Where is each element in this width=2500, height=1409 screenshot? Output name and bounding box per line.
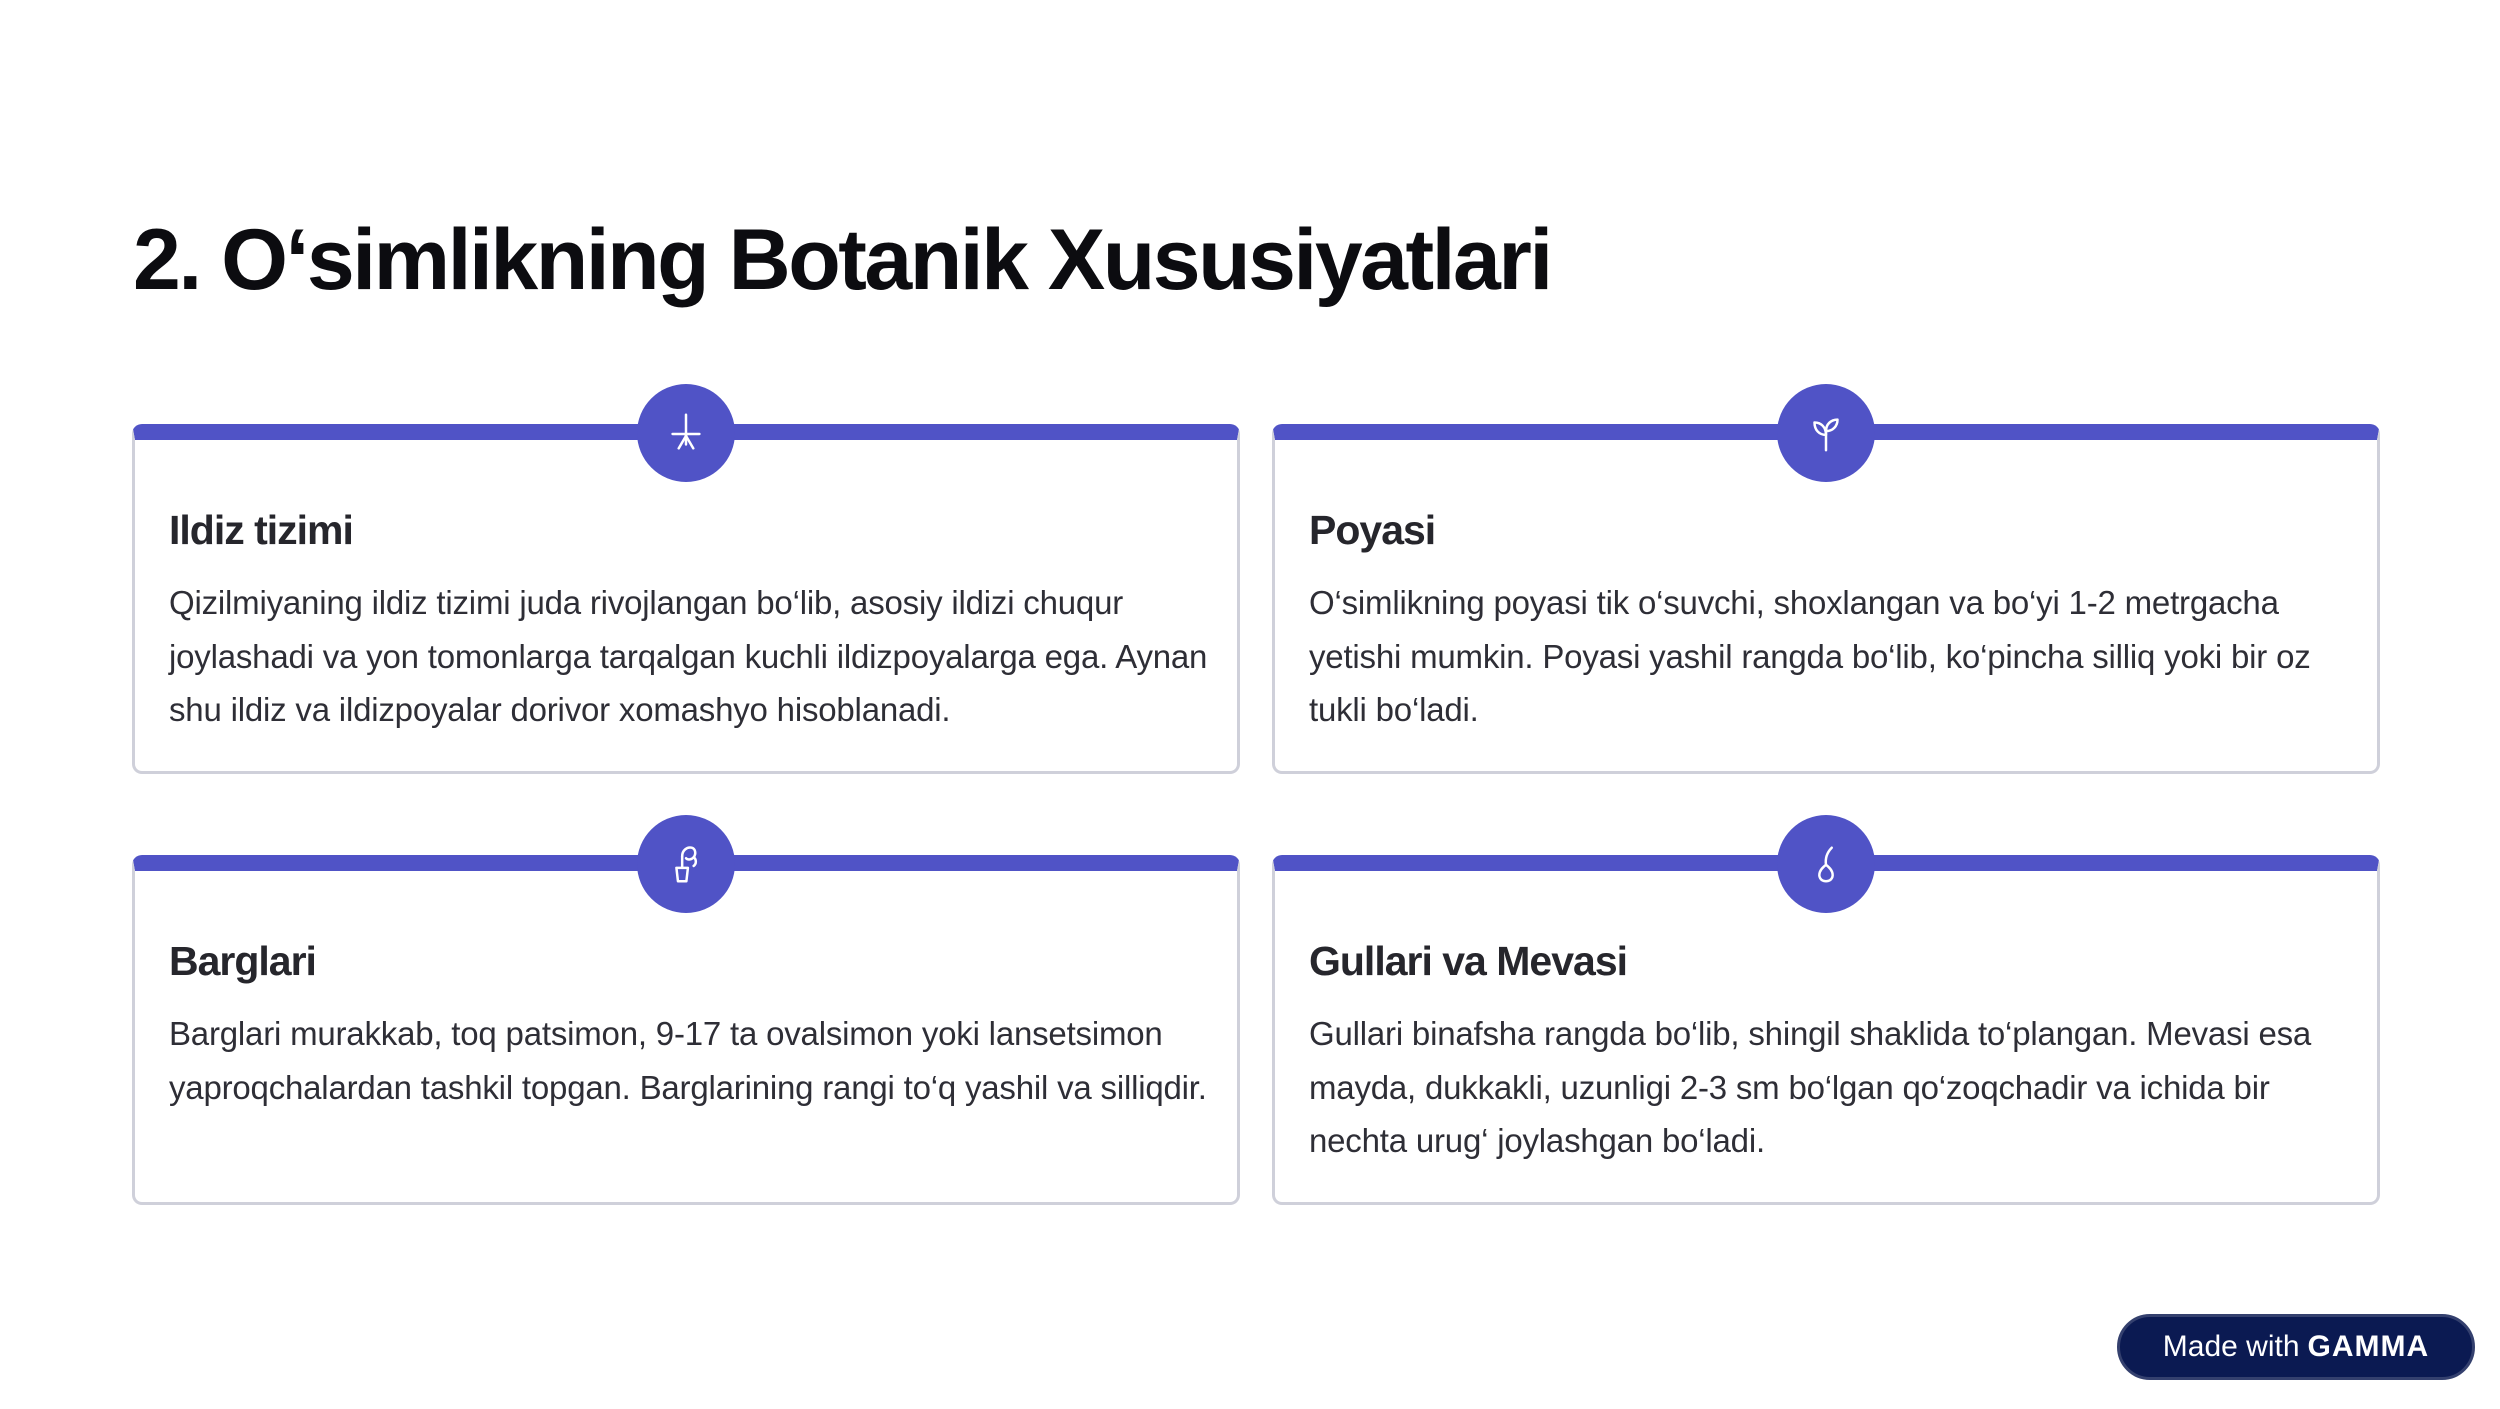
card-leaves — [132, 855, 1240, 1205]
card-icon-badge — [637, 384, 735, 482]
card-title: Gullari va Mevasi — [1309, 938, 1628, 984]
card-description: O‘simlikning poyasi tik o‘suvchi, shoxlangan va bo‘yi 1-2 metrgacha yetishi mumkin. Poyasi yashil rangda bo‘lib, ko‘pincha silliq yoki bir oz tukli bo‘ladi. — [1309, 584, 2311, 728]
card-title: Barglari — [169, 938, 316, 984]
card-flowers-fruit — [1272, 855, 2380, 1205]
card-icon-badge — [637, 815, 735, 913]
card-stem — [1272, 424, 2380, 774]
seed-icon — [1803, 841, 1849, 887]
made-with-gamma-badge[interactable] — [2117, 1314, 2475, 1380]
card-title: Ildiz tizimi — [169, 507, 353, 553]
card-description: Gullari binafsha rangda bo‘lib, shingil shaklida to‘plangan. Mevasi esa mayda, dukkakli, uzunligi 2-3 sm bo‘lgan qo‘zoqchadir va ichida bir nechta urug‘ joylashgan bo‘ladi. — [1309, 1015, 2312, 1159]
made-with-label: Made with — [2162, 1330, 2300, 1363]
page-title: 2. O‘simlikning Botanik Xususiyatlari — [133, 212, 1551, 308]
sprout-icon — [1803, 410, 1849, 456]
root-icon — [663, 410, 709, 456]
card-title: Poyasi — [1309, 507, 1436, 553]
gamma-logo: GAMMA — [2307, 1330, 2430, 1363]
potted-plant-icon — [663, 841, 709, 887]
card-root-system — [132, 424, 1240, 774]
card-description: Barglari murakkab, toq patsimon, 9-17 ta ovalsimon yoki lansetsimon yaproqchalardan tashkil topgan. Barglarining rangi to‘q yashil va silliqdir. — [169, 1015, 1207, 1106]
card-icon-badge — [1777, 815, 1875, 913]
card-description: Qizilmiyaning ildiz tizimi juda rivojlangan bo‘lib, asosiy ildizi chuqur joylashadi va yon tomonlarga tarqalgan kuchli ildizpoyalarga ega. Aynan shu ildiz va ildizpoyalar dorivor xomashyo hisoblanadi. — [169, 584, 1208, 728]
card-icon-badge — [1777, 384, 1875, 482]
